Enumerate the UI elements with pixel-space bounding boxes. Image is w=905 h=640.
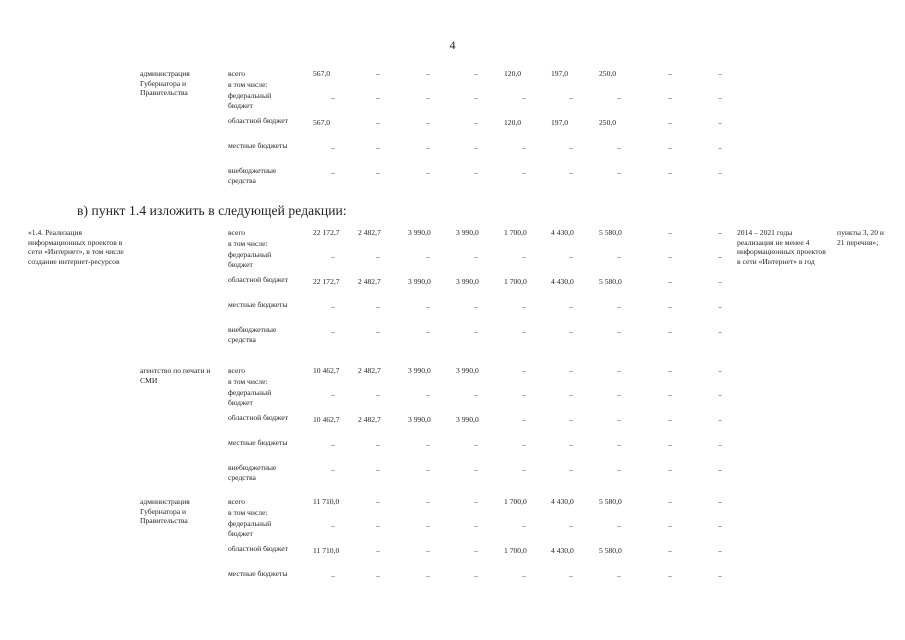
value-dash: – — [522, 327, 526, 336]
value-dash: – — [668, 93, 672, 102]
value-dash: – — [668, 440, 672, 449]
value-dash: – — [426, 118, 430, 127]
value-dash: – — [331, 252, 335, 261]
value-dash: – — [522, 168, 526, 177]
value-cell: 5 580,0 — [599, 497, 622, 506]
value-dash: – — [474, 118, 478, 127]
value-dash: – — [668, 228, 672, 237]
value-dash: – — [522, 390, 526, 399]
value-dash: – — [569, 143, 573, 152]
value-dash: – — [522, 465, 526, 474]
row-label: внебюджетные средства — [228, 463, 277, 482]
value-dash: – — [331, 327, 335, 336]
value-dash: – — [376, 93, 380, 102]
value-dash: – — [718, 168, 722, 177]
value-dash: – — [376, 69, 380, 78]
value-dash: – — [522, 571, 526, 580]
value-dash: – — [569, 327, 573, 336]
value-cell: 5 580,0 — [599, 277, 622, 286]
value-dash: – — [376, 252, 380, 261]
value-dash: – — [376, 302, 380, 311]
value-dash: – — [474, 546, 478, 555]
value-dash: – — [522, 440, 526, 449]
value-dash: – — [331, 465, 335, 474]
value-dash: – — [426, 571, 430, 580]
page-number: 4 — [449, 38, 456, 52]
value-cell: 2 482,7 — [358, 415, 381, 424]
value-dash: – — [426, 546, 430, 555]
value-cell: 120,0 — [504, 118, 522, 127]
value-dash: – — [474, 521, 478, 530]
value-dash: – — [617, 168, 621, 177]
value-dash: – — [426, 497, 430, 506]
row-label: местные бюджеты — [228, 438, 288, 447]
value-dash: – — [569, 302, 573, 311]
value-cell: 10 462,7 — [313, 415, 340, 424]
value-dash: – — [331, 440, 335, 449]
value-dash: – — [376, 143, 380, 152]
value-dash: – — [474, 302, 478, 311]
value-dash: – — [668, 277, 672, 286]
value-dash: – — [617, 415, 621, 424]
value-dash: – — [376, 168, 380, 177]
value-cell: 1 700,0 — [504, 497, 527, 506]
value-dash: – — [668, 497, 672, 506]
value-cell: 5 580,0 — [599, 228, 622, 237]
value-dash: – — [522, 252, 526, 261]
value-dash: – — [569, 390, 573, 399]
value-dash: – — [718, 465, 722, 474]
value-dash: – — [617, 521, 621, 530]
value-dash: – — [617, 440, 621, 449]
value-dash: – — [331, 571, 335, 580]
value-dash: – — [376, 546, 380, 555]
value-dash: – — [718, 69, 722, 78]
value-dash: – — [522, 521, 526, 530]
value-cell: 1 700,0 — [504, 228, 527, 237]
value-dash: – — [718, 277, 722, 286]
organization-name: администрация Губернатора и Правительства — [140, 497, 190, 526]
value-cell: 10 462,7 — [313, 366, 340, 375]
value-dash: – — [474, 465, 478, 474]
value-dash: – — [426, 143, 430, 152]
row-label: местные бюджеты — [228, 569, 288, 578]
value-dash: – — [718, 366, 722, 375]
value-dash: – — [718, 228, 722, 237]
value-dash: – — [522, 302, 526, 311]
value-dash: – — [474, 252, 478, 261]
value-dash: – — [426, 93, 430, 102]
value-dash: – — [426, 69, 430, 78]
value-dash: – — [617, 465, 621, 474]
row-label: внебюджетные средства — [228, 166, 277, 185]
value-dash: – — [569, 571, 573, 580]
value-dash: – — [718, 143, 722, 152]
value-dash: – — [569, 465, 573, 474]
reference-points: пункты 3, 20 и 21 перечня»; — [837, 228, 884, 247]
value-dash: – — [376, 118, 380, 127]
row-label: внебюджетные средства — [228, 325, 277, 344]
expected-result: 2014 – 2021 годы реализация не менее 4 информационных проектов в сети «Интернет» в год — [737, 228, 826, 266]
value-cell: 4 430,0 — [551, 546, 574, 555]
value-dash: – — [474, 390, 478, 399]
organization-name: агентство по печати и СМИ — [140, 366, 211, 385]
value-dash: – — [569, 366, 573, 375]
value-dash: – — [331, 302, 335, 311]
value-dash: – — [474, 168, 478, 177]
value-cell: 3 990,0 — [456, 228, 479, 237]
value-cell: 22 172,7 — [313, 277, 340, 286]
value-dash: – — [474, 571, 478, 580]
value-dash: – — [668, 302, 672, 311]
row-label: всего — [228, 69, 246, 78]
value-dash: – — [617, 252, 621, 261]
value-dash: – — [668, 366, 672, 375]
row-label: всего — [228, 228, 246, 237]
value-dash: – — [569, 168, 573, 177]
value-cell: 2 482,7 — [358, 228, 381, 237]
value-dash: – — [668, 143, 672, 152]
value-dash: – — [718, 521, 722, 530]
value-dash: – — [426, 440, 430, 449]
value-dash: – — [426, 252, 430, 261]
value-cell: 3 990,0 — [408, 366, 431, 375]
value-dash: – — [331, 93, 335, 102]
row-label: областной бюджет — [228, 116, 288, 125]
value-dash: – — [668, 546, 672, 555]
value-dash: – — [668, 465, 672, 474]
value-cell: 567,0 — [313, 118, 331, 127]
value-dash: – — [474, 497, 478, 506]
value-dash: – — [376, 521, 380, 530]
value-dash: – — [569, 415, 573, 424]
value-dash: – — [426, 168, 430, 177]
value-dash: – — [426, 390, 430, 399]
row-label: областной бюджет — [228, 275, 288, 284]
row-label: всего — [228, 497, 246, 506]
value-dash: – — [668, 390, 672, 399]
value-dash: – — [718, 571, 722, 580]
value-dash: – — [522, 93, 526, 102]
value-dash: – — [617, 93, 621, 102]
value-cell: 3 990,0 — [408, 228, 431, 237]
value-cell: 3 990,0 — [408, 277, 431, 286]
organization-name: администрация Губернатора и Правительства — [140, 69, 190, 98]
value-dash: – — [668, 571, 672, 580]
value-cell: 5 580,0 — [599, 546, 622, 555]
value-dash: – — [569, 252, 573, 261]
value-dash: – — [718, 252, 722, 261]
value-dash: – — [617, 571, 621, 580]
value-dash: – — [376, 571, 380, 580]
value-dash: – — [617, 390, 621, 399]
value-dash: – — [426, 465, 430, 474]
row-label: областной бюджет — [228, 413, 288, 422]
value-dash: – — [718, 390, 722, 399]
row-label: в том числе: — [228, 508, 268, 517]
value-cell: 3 990,0 — [456, 415, 479, 424]
value-dash: – — [331, 521, 335, 530]
row-label: в том числе: — [228, 80, 268, 89]
value-dash: – — [376, 497, 380, 506]
value-dash: – — [668, 415, 672, 424]
value-dash: – — [668, 69, 672, 78]
value-cell: 120,0 — [504, 69, 522, 78]
value-cell: 11 710,0 — [313, 497, 340, 506]
row-label: в том числе: — [228, 239, 268, 248]
row-label: областной бюджет — [228, 544, 288, 553]
value-cell: 1 700,0 — [504, 546, 527, 555]
value-dash: – — [331, 390, 335, 399]
value-dash: – — [718, 497, 722, 506]
row-label: местные бюджеты — [228, 300, 288, 309]
row-label: местные бюджеты — [228, 141, 288, 150]
row-label: всего — [228, 366, 246, 375]
task-name: «1.4. Реализация информационных проектов в сети «Интернет», в том числе создание интернет-ресурсов — [28, 228, 124, 266]
value-dash: – — [617, 143, 621, 152]
value-cell: 2 482,7 — [358, 277, 381, 286]
value-dash: – — [718, 415, 722, 424]
value-dash: – — [522, 143, 526, 152]
section-heading: в) пункт 1.4 изложить в следующей редакции: — [77, 203, 347, 218]
value-dash: – — [718, 546, 722, 555]
value-dash: – — [376, 440, 380, 449]
value-dash: – — [426, 521, 430, 530]
value-dash: – — [668, 521, 672, 530]
value-dash: – — [718, 440, 722, 449]
value-dash: – — [474, 327, 478, 336]
value-cell: 22 172,7 — [313, 228, 340, 237]
value-dash: – — [569, 521, 573, 530]
value-dash: – — [668, 252, 672, 261]
value-dash: – — [668, 168, 672, 177]
value-dash: – — [522, 366, 526, 375]
value-dash: – — [569, 440, 573, 449]
value-cell: 3 990,0 — [456, 366, 479, 375]
value-cell: 250,0 — [599, 69, 617, 78]
value-dash: – — [718, 327, 722, 336]
value-cell: 3 990,0 — [456, 277, 479, 286]
value-dash: – — [376, 390, 380, 399]
value-dash: – — [718, 302, 722, 311]
value-dash: – — [426, 327, 430, 336]
row-label: федеральный бюджет — [228, 250, 272, 269]
value-dash: – — [474, 93, 478, 102]
value-cell: 4 430,0 — [551, 277, 574, 286]
value-cell: 2 482,7 — [358, 366, 381, 375]
value-dash: – — [617, 366, 621, 375]
value-cell: 250,0 — [599, 118, 617, 127]
value-cell: 197,0 — [551, 118, 569, 127]
value-dash: – — [569, 93, 573, 102]
value-cell: 197,0 — [551, 69, 569, 78]
value-dash: – — [376, 327, 380, 336]
value-dash: – — [331, 143, 335, 152]
row-label: федеральный бюджет — [228, 91, 272, 110]
value-dash: – — [474, 440, 478, 449]
value-dash: – — [617, 327, 621, 336]
value-dash: – — [668, 118, 672, 127]
row-label: федеральный бюджет — [228, 388, 272, 407]
value-cell: 567,0 — [313, 69, 331, 78]
value-dash: – — [331, 168, 335, 177]
value-dash: – — [718, 118, 722, 127]
value-dash: – — [668, 327, 672, 336]
value-dash: – — [617, 302, 621, 311]
row-label: в том числе: — [228, 377, 268, 386]
value-dash: – — [474, 69, 478, 78]
value-cell: 4 430,0 — [551, 228, 574, 237]
value-cell: 1 700,0 — [504, 277, 527, 286]
value-dash: – — [376, 465, 380, 474]
value-dash: – — [522, 415, 526, 424]
value-dash: – — [718, 93, 722, 102]
value-cell: 3 990,0 — [408, 415, 431, 424]
row-label: федеральный бюджет — [228, 519, 272, 538]
value-dash: – — [474, 143, 478, 152]
value-dash: – — [426, 302, 430, 311]
value-cell: 11 710,0 — [313, 546, 340, 555]
value-cell: 4 430,0 — [551, 497, 574, 506]
